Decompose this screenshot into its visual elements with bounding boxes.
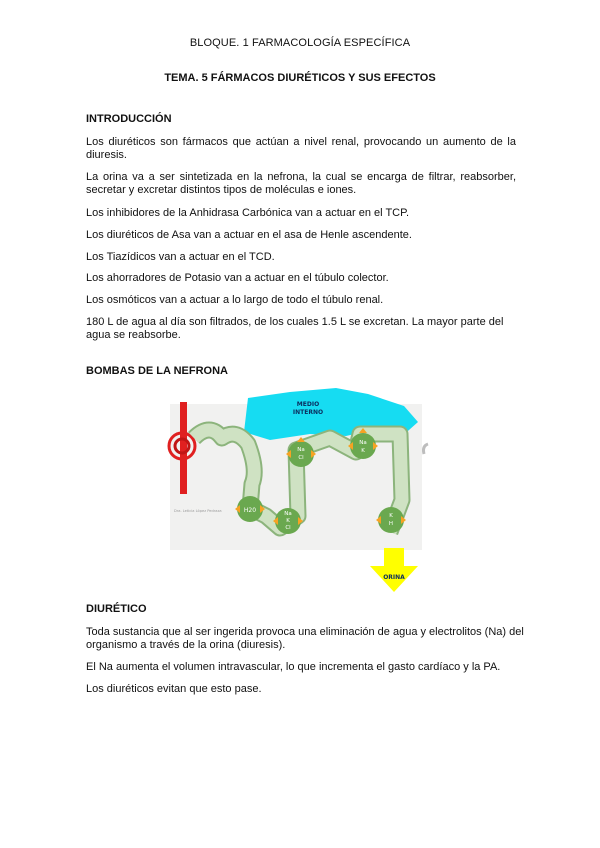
medio-interno-line-1: MEDIO (296, 401, 320, 408)
diuretico-heading: DIURÉTICO (86, 603, 147, 615)
svg-text:H: H (388, 521, 394, 527)
svg-text:K: K (286, 518, 290, 524)
pump-h2o (237, 496, 263, 522)
svg-text:K: K (389, 513, 393, 519)
intro-paragraph-8: 180 L de agua al día son filtrados, de los cuales 1.5 L se excretan. La mayor parte del agua se reabsorbe. (86, 316, 504, 342)
page-title: TEMA. 5 FÁRMACOS DIURÉTICOS Y SUS EFECTOS (164, 72, 436, 84)
pump-na-cl (288, 441, 314, 467)
pump-k-h (378, 507, 404, 533)
decorative-bracket (424, 444, 429, 454)
pump-na-k (350, 433, 376, 459)
diuretico-paragraph-3: Los diuréticos evitan que esto pase. (86, 683, 262, 695)
medio-interno-line-2: INTERNO (292, 409, 324, 416)
intro-paragraph-3: Los inhibidores de la Anhidrasa Carbónica van a actuar en el TCP. (86, 207, 410, 219)
intro-paragraph-2: La orina va a ser sintetizada en la nefrona, la cual se encarga de filtrar, reabsorber, secretar y excretar distintos tipos de moléculas e iones. (86, 171, 516, 197)
intro-paragraph-6: Los ahorradores de Potasio van a actuar en el túbulo colector. (86, 272, 389, 284)
intro-paragraph-5: Los Tiazídicos van a actuar en el TCD. (86, 251, 275, 263)
orina-label: ORINA (383, 574, 405, 581)
page-header: BLOQUE. 1 FARMACOLOGÍA ESPECÍFICA (189, 37, 411, 49)
svg-text:Cl: Cl (285, 525, 291, 531)
svg-text:Cl: Cl (298, 455, 304, 461)
pump-na-k-cl (275, 508, 301, 534)
diuretico-paragraph-1: Toda sustancia que al ser ingerida provoca una eliminación de agua y electrolitos (Na) del organismo a través de la orina (diuresis). (86, 626, 524, 652)
orina-arrow (370, 548, 418, 592)
blood-vessel (180, 402, 187, 494)
diuretico-paragraph-2: El Na aumenta el volumen intravascular, lo que incrementa el gasto cardíaco y la PA. (86, 661, 501, 673)
nephron-pumps-diagram (160, 388, 440, 596)
svg-text:Na: Na (284, 511, 292, 517)
intro-paragraph-7: Los osmóticos van a actuar a lo largo de todo el túbulo renal. (86, 294, 384, 306)
svg-text:H20: H20 (243, 507, 257, 514)
svg-text:Na: Na (359, 440, 367, 446)
intro-paragraph-1: Los diuréticos son fármacos que actúan a nivel renal, provocando un aumento de la diuresis. (86, 136, 516, 162)
bombas-heading: BOMBAS DE LA NEFRONA (86, 365, 228, 377)
svg-text:K: K (361, 448, 365, 454)
intro-paragraph-4: Los diuréticos de Asa van a actuar en el asa de Henle ascendente. (86, 229, 412, 241)
diagram-credit: Dra. Leticia López Pedraza (174, 509, 222, 513)
svg-text:Na: Na (297, 447, 305, 453)
intro-heading: INTRODUCCIÓN (86, 113, 172, 125)
